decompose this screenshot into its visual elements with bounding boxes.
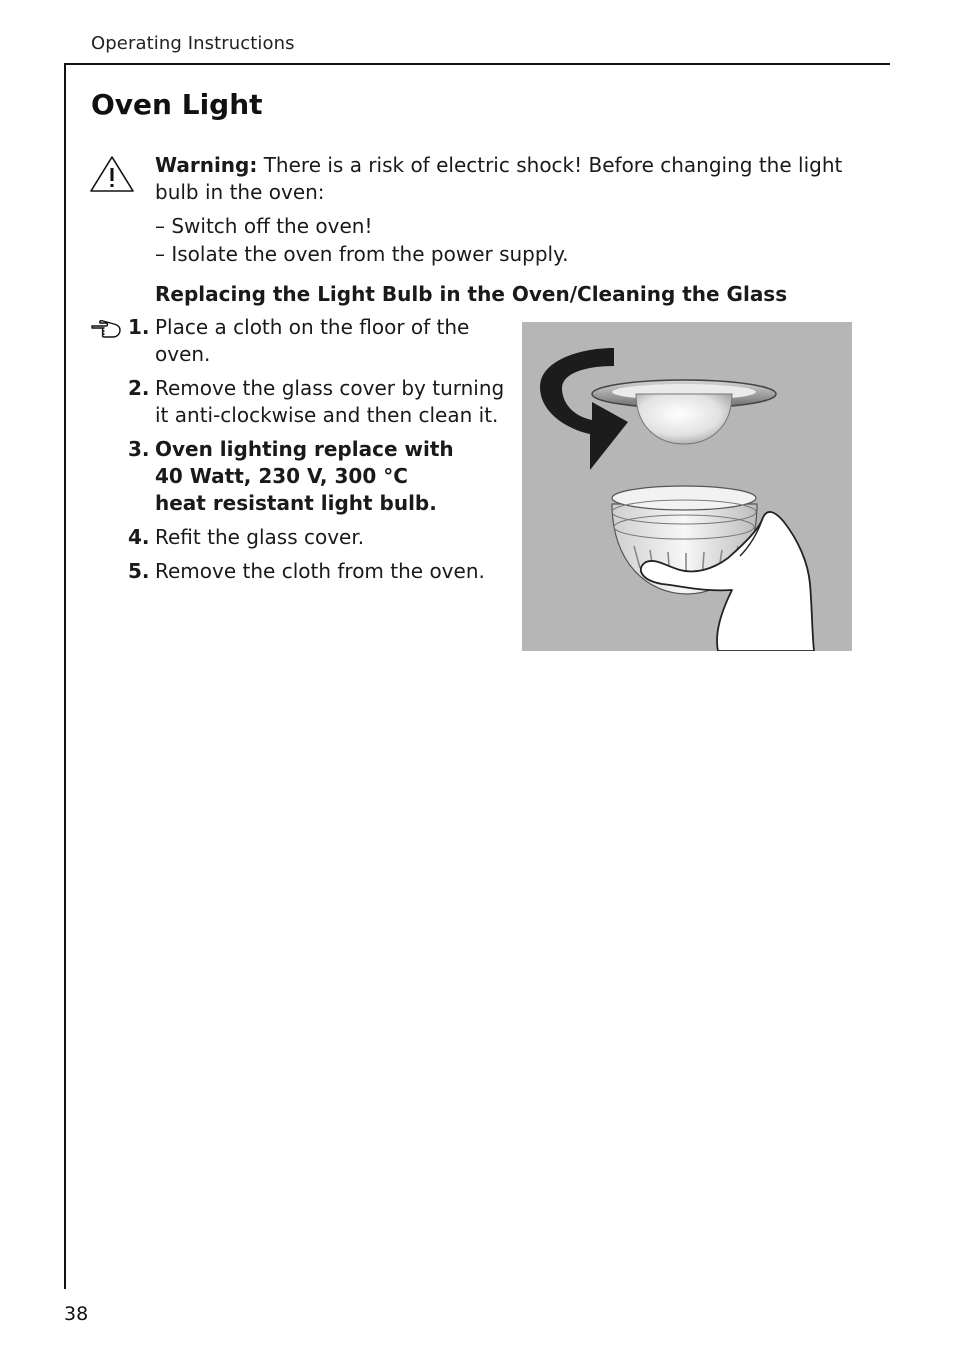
step-line: heat resistant light bulb. <box>155 491 437 515</box>
step-item <box>128 375 508 429</box>
procedure-heading: Replacing the Light Bulb in the Oven/Cleaning the Glass <box>155 282 788 306</box>
step-text: Remove the glass cover by turning it anti-clockwise and then clean it. <box>155 376 505 427</box>
step-line: Oven lighting replace with <box>155 437 454 461</box>
glass-dome <box>636 394 732 444</box>
procedure-steps <box>128 314 508 592</box>
step-number: 3. <box>128 437 150 461</box>
step-text: Remove the cloth from the oven. <box>155 559 485 583</box>
warning-list <box>155 212 568 268</box>
step-item <box>128 524 508 551</box>
light-bulb-illustration <box>522 322 852 651</box>
warning-triangle-icon <box>88 154 136 194</box>
running-header: Operating Instructions <box>91 33 295 54</box>
page-title: Oven Light <box>91 88 263 121</box>
warning-text <box>155 152 845 206</box>
illustration-drawing <box>522 322 852 651</box>
step-item <box>128 436 508 517</box>
step-item <box>128 558 508 585</box>
warning-item: – Switch off the oven! <box>155 214 373 238</box>
warning-body: There is a risk of electric shock! Before changing the light bulb in the oven: <box>155 153 843 204</box>
step-text: Place a cloth on the floor of the oven. <box>155 315 470 366</box>
step-text: Refit the glass cover. <box>155 525 365 549</box>
rotation-arrow-icon <box>540 348 628 470</box>
step-line: 40 Watt, 230 V, 300 °C <box>155 464 408 488</box>
warning-item: – Isolate the oven from the power supply. <box>155 242 569 266</box>
step-number: 1. <box>128 315 150 339</box>
page-number: 38 <box>64 1303 89 1325</box>
step-number: 5. <box>128 559 150 583</box>
pointing-hand-icon <box>90 318 126 340</box>
step-item <box>128 314 508 368</box>
warning-label: Warning: <box>155 153 258 177</box>
step-text <box>155 437 454 515</box>
step-number: 4. <box>128 525 150 549</box>
margin-rule <box>64 63 66 1289</box>
header-rule <box>64 63 890 65</box>
step-number: 2. <box>128 376 150 400</box>
